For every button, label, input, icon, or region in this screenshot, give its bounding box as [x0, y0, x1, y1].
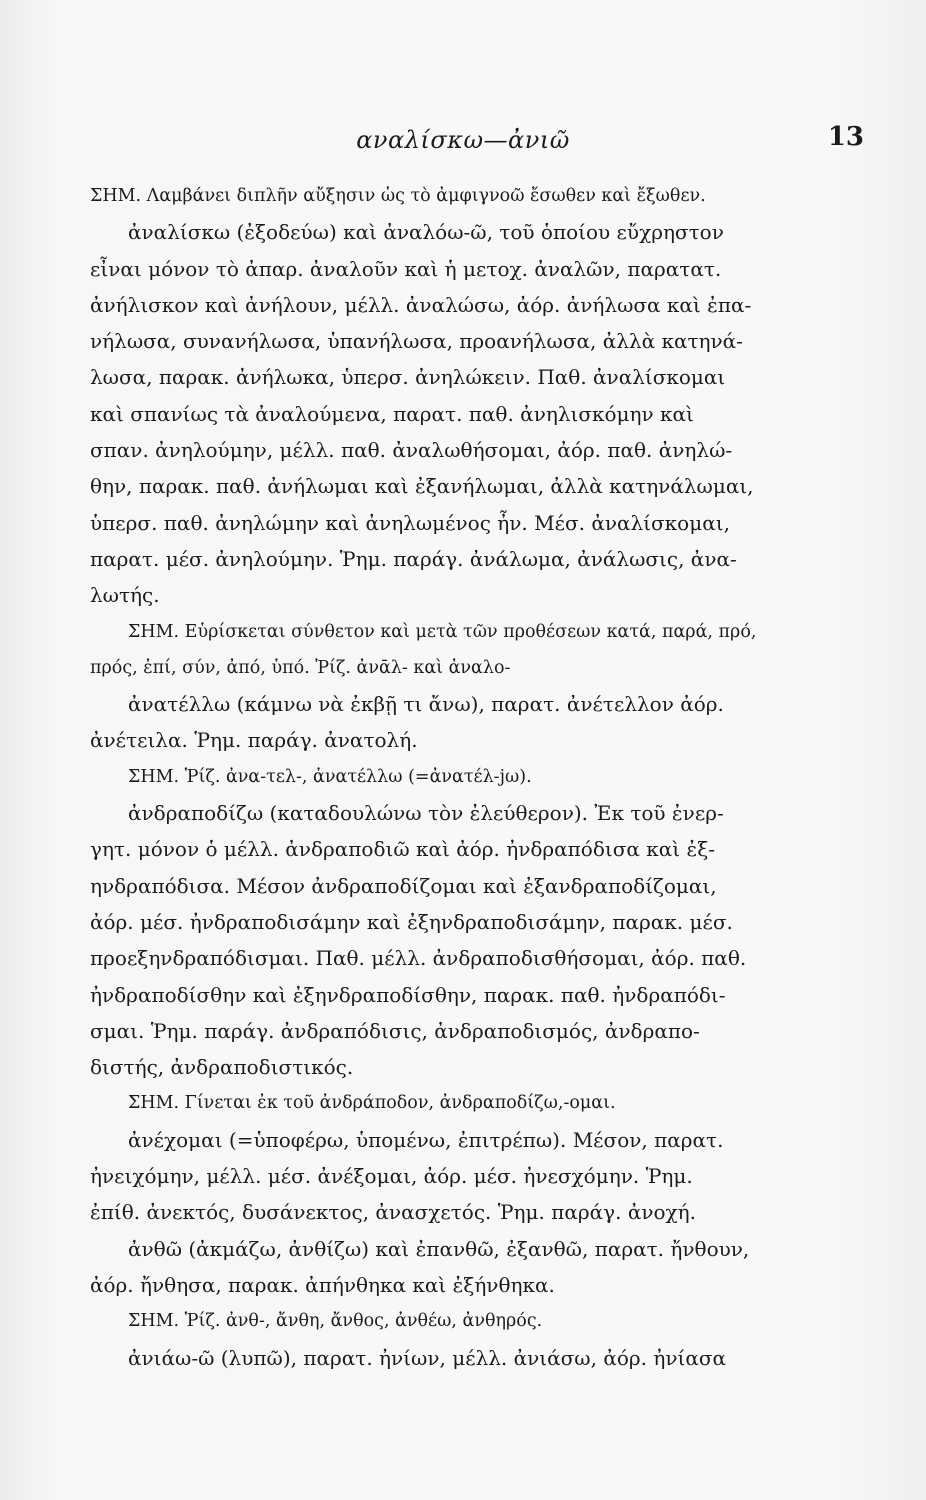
- dictionary-entry-line: ἀνθῶ (ἀκμάζω, ἀνθίζω) καὶ ἐπανθῶ, ἐξανθῶ, παρατ. ἤνθουν,: [128, 1236, 750, 1261]
- text-line: ἠνδραποδίσθην καὶ ἐξηνδραποδίσθην, παρακ. παθ. ἠνδραπόδι-: [90, 982, 726, 1007]
- text-line: εἶναι μόνον τὸ ἀπαρ. ἀναλοῦν καὶ ἡ μετοχ. ἀναλῶν, παρατατ.: [90, 256, 722, 281]
- text-line: σμαι. Ῥημ. παράγ. ἀνδραπόδισις, ἀνδραποδισμός, ἀνδραπο-: [90, 1018, 700, 1043]
- text-line: νήλωσα, συνανήλωσα, ὑπανήλωσα, προανήλωσα, ἀλλὰ κατηνά-: [90, 329, 743, 354]
- text-line: παρατ. μέσ. ἀνηλούμην. Ῥημ. παράγ. ἀνάλωμα, ἀνάλωσις, ἀνα-: [90, 546, 737, 571]
- text-line: ἀόρ. ἤνθησα, παρακ. ἀπήνθηκα καὶ ἐξήνθηκα.: [90, 1272, 555, 1297]
- running-head: αναλίσκω—ἀνιῶ: [356, 126, 570, 154]
- text-line: ηνδραπόδισα. Μέσον ἀνδραποδίζομαι καὶ ἐξανδραποδίζομαι,: [90, 873, 717, 898]
- text-line: ἐπίθ. ἀνεκτός, δυσάνεκτος, ἀνασχετός. Ῥημ. παράγ. ἀνοχή.: [90, 1200, 696, 1225]
- text-line: διστής, ἀνδραποδιστικός.: [90, 1055, 354, 1080]
- dictionary-entry-line: ἀνέχομαι (=ὑποφέρω, ὑπομένω, ἐπιτρέπω). Μέσον, παρατ.: [128, 1127, 724, 1152]
- page-header: [0, 122, 926, 162]
- text-line: καὶ σπανίως τὰ ἀναλούμενα, παρατ. παθ. ἀνηλισκόμην καὶ: [90, 401, 694, 426]
- page-number: 13: [827, 122, 864, 152]
- text-line: λωτής.: [90, 583, 160, 608]
- text-line: προεξηνδραπόδισμαι. Παθ. μέλλ. ἀνδραποδισθήσομαι, ἀόρ. παθ.: [90, 946, 747, 971]
- text-line: λωσα, παρακ. ἀνήλωκα, ὑπερσ. ἀνηλώκειν. Παθ. ἀναλίσκομαι: [90, 365, 726, 390]
- dictionary-entry-line: ἀνατέλλω (κάμνω νὰ ἐκβῇ τι ἄνω), παρατ. ἀνέτελλον ἀόρ.: [128, 692, 724, 717]
- note-line: πρός, ἐπί, σύν, ἀπό, ὑπό. Ῥίζ. ἀνᾱλ- καὶ ἀναλο-: [90, 657, 511, 678]
- dictionary-entry-line: ἀνδραποδίζω (καταδουλώνω τὸν ἐλεύθερον). Ἐκ τοῦ ἐνερ-: [128, 801, 724, 826]
- text-line: ἀνήλισκον καὶ ἀνήλουν, μέλλ. ἀναλώσω, ἀόρ. ἀνήλωσα καὶ ἐπα-: [90, 292, 752, 317]
- text-line: ἀόρ. μέσ. ἠνδραποδισάμην καὶ ἐξηνδραποδισάμην, παρακ. μέσ.: [90, 909, 733, 934]
- text-line: ἀνέτειλα. Ῥημ. παράγ. ἀνατολή.: [90, 728, 418, 753]
- note-line: ΣΗΜ. Εὑρίσκεται σύνθετον καὶ μετὰ τῶν προθέσεων κατά, παρά, πρό,: [128, 621, 757, 642]
- text-line: σπαν. ἀνηλούμην, μέλλ. παθ. ἀναλωθήσομαι, ἀόρ. παθ. ἀνηλώ-: [90, 438, 733, 463]
- text-line: γητ. μόνον ὁ μέλλ. ἀνδραποδιῶ καὶ ἀόρ. ἠνδραπόδισα καὶ ἐξ-: [90, 837, 715, 862]
- text-line: ἠνειχόμην, μέλλ. μέσ. ἀνέξομαι, ἀόρ. μέσ. ἠνεσχόμην. Ῥημ.: [90, 1164, 693, 1189]
- note-line: ΣΗΜ. Λαμβάνει διπλῆν αὔξησιν ὡς τὸ ἀμφιγνοῶ ἔσωθεν καὶ ἔξωθεν.: [90, 186, 706, 206]
- text-line: θην, παρακ. παθ. ἀνήλωμαι καὶ ἐξανήλωμαι, ἀλλὰ κατηνάλωμαι,: [90, 474, 754, 499]
- dictionary-entry-line: ἀναλίσκω (ἐξοδεύω) καὶ ἀναλόω-ῶ, τοῦ ὁποίου εὔχρηστον: [128, 220, 724, 245]
- dictionary-entry-line: ἀνιάω-ῶ (λυπῶ), παρατ. ἠνίων, μέλλ. ἀνιάσω, ἀόρ. ἠνίασα: [128, 1345, 726, 1370]
- text-line: ὑπερσ. παθ. ἀνηλώμην καὶ ἀνηλωμένος ἦν. Μέσ. ἀναλίσκομαι,: [90, 510, 730, 535]
- note-line: ΣΗΜ. Ῥίζ. ἀνα-τελ-, ἀνατέλλω (=ἀνατέλ-jω).: [128, 766, 532, 787]
- note-line: ΣΗΜ. Ῥίζ. ἀνθ-, ἄνθη, ἄνθος, ἀνθέω, ἀνθηρός.: [128, 1311, 543, 1332]
- body-text: [90, 178, 810, 1376]
- note-line: ΣΗΜ. Γίνεται ἐκ τοῦ ἀνδράποδον, ἀνδραποδίζω,-ομαι.: [128, 1093, 616, 1114]
